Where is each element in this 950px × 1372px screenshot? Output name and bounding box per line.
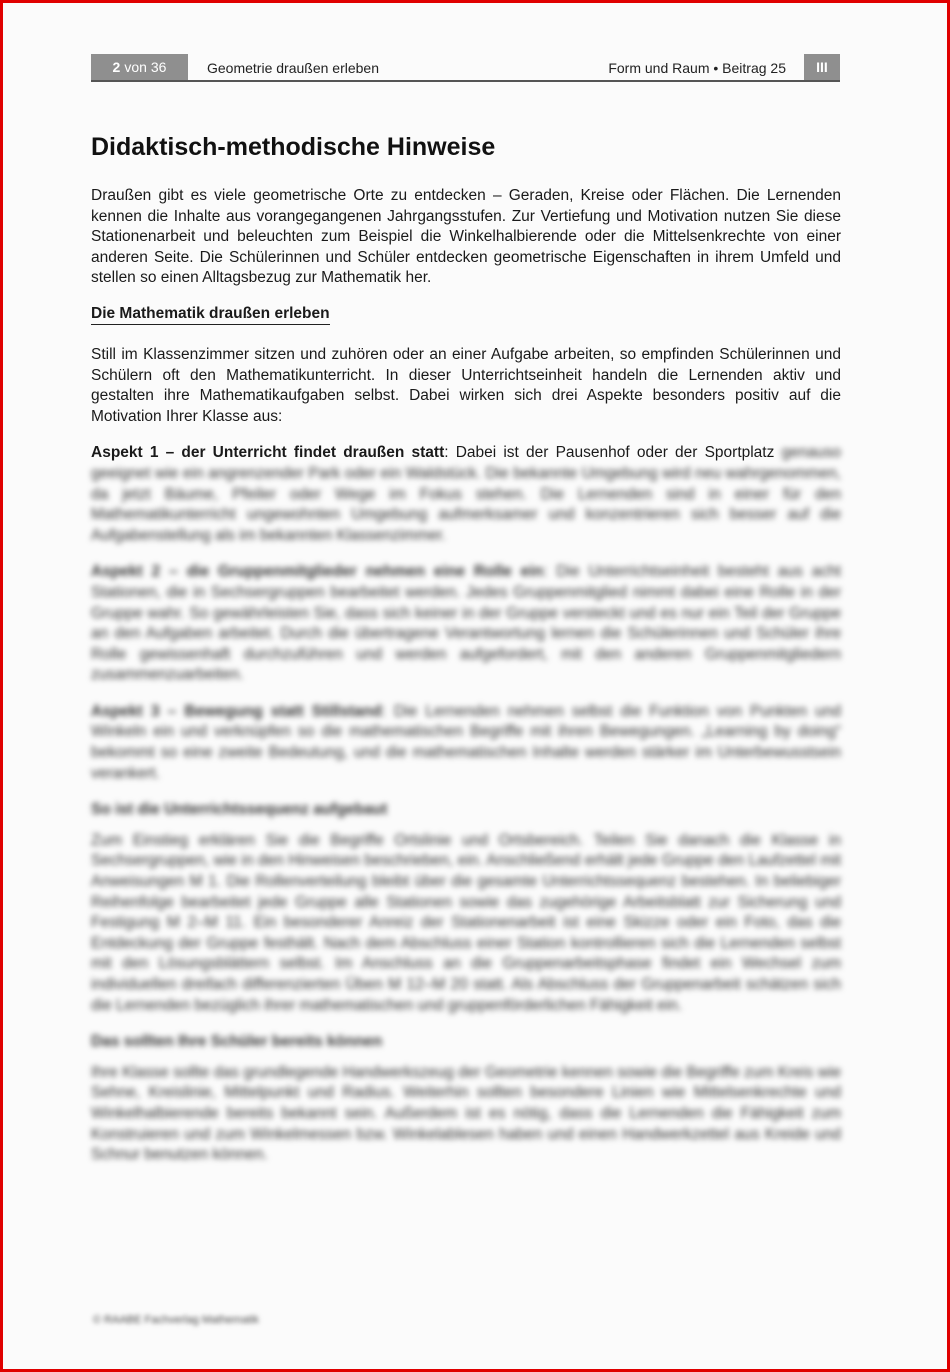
section-heading-math-outside: Die Mathematik draußen erleben xyxy=(91,305,330,325)
aspect-3-title: Aspekt 3 – Bewegung statt Stillstand xyxy=(91,702,382,720)
page-current: 2 xyxy=(112,59,121,75)
section-paragraph-prerequisites: Ihre Klasse sollte das grundlegende Handwerkszeug der Geometrie kennen sowie die Begriffe zum Kreis wie Sehne, Kreislinie, Mittelpunkt und Radius. Weiterhin sollten besondere Linien wie Mittelsenkrechte und Winkelhalbierende bereits bekannt sein. Außerdem ist es nötig, dass die Lernenden die Fähigkeit zum Konstruieren und zum Winkelmessen bzw. Winkelablesen haben und einen Handwerkzettel aus Kreide und Schnur benutzen können. xyxy=(91,1063,841,1164)
page-number-box xyxy=(91,54,188,80)
header-title: Geometrie draußen erleben xyxy=(207,60,379,76)
page-footer-copyright: © RAABE Fachverlag Mathematik xyxy=(93,1314,259,1326)
section-paragraph-sequence: Zum Einstieg erklären Sie die Begriffe Ortslinie und Ortsbereich. Teilen Sie danach die Klasse in Sechsergruppen, wie in den Hinweisen beschrieben, ein. Anschließend erhält jede Gruppe den Laufzettel mit Anweisungen M 1. Die Rollenverteilung bleibt über die gesamte Unterrichtssequenz bestehen. In beliebiger Reihenfolge bearbeitet jede Gruppe alle Stationen sowie das zugehörige Arbeitsblatt zur Sicherung und Festigung M 2–M 11. Ein besonderer Anreiz der Stationenarbeit ist eine Skizze oder ein Foto, das die Entdeckung der Gruppe festhält. Nach dem Abschluss einer Station kontrollieren sich die Lernenden selbst mit den Lösungsblättern selbst. Im Anschluss an die Gruppenarbeitsphase findet ein Wechsel zum individuellen dreifach differenzierten Üben M 12–M 20 statt. Als Abschluss der Gruppenarbeit schätzen sich die Lernenden bezüglich ihrer mathematischen und gruppenförderlichen Fähigkeit ein. xyxy=(91,831,841,1014)
section-heading-sequence: So ist die Unterrichtssequenz aufgebaut xyxy=(91,801,388,819)
aspect-2-paragraph xyxy=(91,562,841,686)
header-series: Form und Raum • Beitrag 25 xyxy=(608,60,786,76)
intro-paragraph: Draußen gibt es viele geometrische Orte zu entdecken – Geraden, Kreise oder Flächen. Die Lernenden kennen die Inhalte aus vorangegangenen Jahrgangsstufen. Zur Vertiefung und Motivation nutzen Sie diese Stationenarbeit und beleuchten zum Beispiel die Winkelhalbierende oder die Mittelsenkrechte von einer anderen Seite. Die Schülerinnen und Schüler entdecken geometrische Eigenschaften in ihrem Umfeld und stellen so einen Alltagsbezug zur Mathematik her. xyxy=(91,187,841,287)
section-heading-sequence-wrap xyxy=(91,800,841,821)
section-paragraph-math-outside: Still im Klassenzimmer sitzen und zuhören oder an einer Aufgabe arbeiten, so empfinden Schülerinnen und Schülern oft den Mathematikunterricht. In dieser Unterrichtseinheit handeln die Lernenden aktiv und gestalten ihre Mathematikaufgaben selbst. Dabei wirken sich drei Aspekte besonders positiv auf die Motivation Ihrer Klasse aus: xyxy=(91,345,841,425)
section-heading-prerequisites-wrap xyxy=(91,1032,841,1053)
aspect-1-body: genauso geeignet wie ein angrenzender Park oder ein Waldstück. Die bekannte Umgebung wird neu wahrgenommen, da jetzt Bäume, Pfeiler oder Wege im Fokus stehen. Die Lernenden sind in einer für den Mathematikunterricht ungewohnten Umgebung aufmerksamer und konzentrieren sich besser auf die Aufgabenstellung als im bekannten Klassenzimmer. xyxy=(91,444,842,544)
aspect-1-title: Aspekt 1 – der Unterricht findet draußen statt xyxy=(91,444,445,462)
page-total: 36 xyxy=(150,59,167,75)
page-header xyxy=(91,54,840,82)
aspect-3-body: : Die Lernenden nehmen selbst die Funktion von Punkten und Winkeln ein und verknüpfen so die mathematischen Begriffe mit ihren Bewegungen. „Learning by doing“ bekommt so eine zweite Bedeutung, und die mathematischen Inhalte werden stärker im Unterbewusstsein verankert. xyxy=(91,702,841,782)
aspect-1-lead: : Dabei ist der Pausenhof oder der Sportplatz xyxy=(444,444,775,462)
page-separator: von xyxy=(124,59,147,75)
main-content xyxy=(91,133,841,1182)
section-heading-prerequisites: Das sollten Ihre Schüler bereits können xyxy=(91,1033,383,1051)
aspect-2-body: : Die Unterrichtseinheit besteht aus acht Stationen, die in Sechsergruppen bearbeitet werden. Jedes Gruppenmitglied nimmt dabei eine Rolle in der Gruppe wahr. So gewährleisten Sie, dass sich keiner in der Gruppe versteckt und es nur ein Teil der Gruppe an den Aufgaben arbeitet. Durch die übertragene Verantwortung lernen die Schülerinnen und Schüler ihre Rolle gewissenhaft durchzuführen und werden aufgefordert, mit den anderen Gruppenmitgliedern zusammenzuarbeiten. xyxy=(91,563,841,684)
aspect-2-title: Aspekt 2 – die Gruppenmitglieder nehmen eine Rolle ein xyxy=(91,563,544,581)
page-title: Didaktisch-methodische Hinweise xyxy=(91,133,496,161)
header-volume-badge: III xyxy=(804,54,840,80)
aspect-1-paragraph xyxy=(91,443,841,546)
aspect-3-paragraph xyxy=(91,702,841,784)
